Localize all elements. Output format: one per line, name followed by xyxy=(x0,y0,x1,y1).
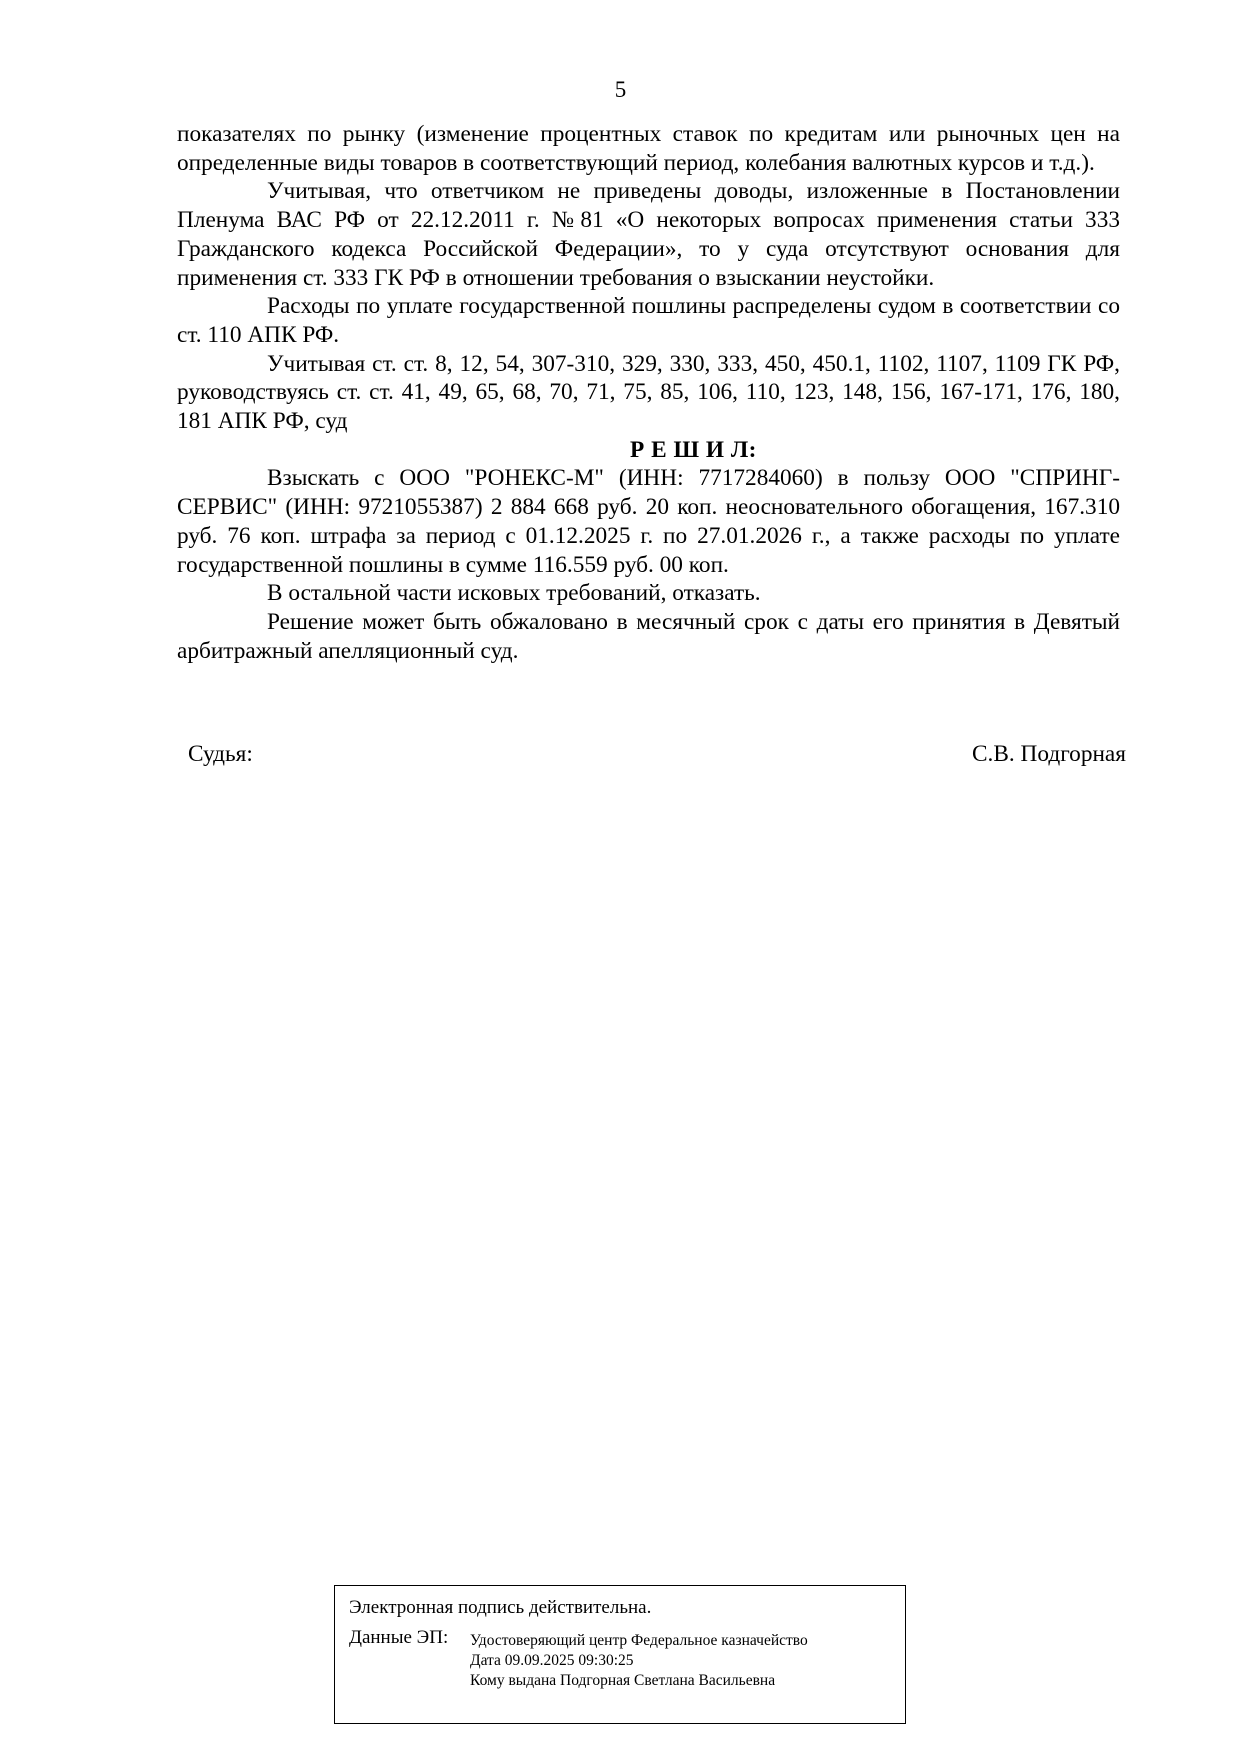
electronic-signature-stamp xyxy=(334,1585,906,1724)
e-signature-owner: Кому выдана Подгорная Светлана Васильевна xyxy=(470,1672,776,1689)
paragraph-recovery: Взыскать с ООО "РОНЕКС-М" (ИНН: 7717284060) в пользу ООО "СПРИНГ-СЕРВИС" (ИНН: 9721055387) 2 884 668 руб. 20 коп. неосновательного обогащения, 167.310 руб. 76 коп. штрафа за период с 01.12.2025 г. по 27.01.2026 г., а также расходы по уплате государственной пошлины в сумме 116.559 руб. 00 коп. xyxy=(177,465,1120,578)
e-signature-issuer: Удостоверяющий центр Федеральное казначейство xyxy=(470,1632,808,1649)
document-body xyxy=(177,120,1120,665)
e-signature-details xyxy=(470,1631,808,1691)
paragraph-legal-basis: Учитывая ст. ст. 8, 12, 54, 307-310, 329, 330, 333, 450, 450.1, 1102, 1107, 1109 ГК РФ, руководствуясь ст. ст. 41, 49, 65, 68, 70, 71, 75, 85, 106, 110, 123, 148, 156, 167-171, 176, 180, 181 АПК РФ, суд xyxy=(177,350,1120,435)
e-signature-date: Дата 09.09.2025 09:30:25 xyxy=(470,1652,634,1669)
paragraph-article-333: Учитывая, что ответчиком не приведены доводы, изложенные в Постановлении Пленума ВАС РФ от 22.12.2011 г. №81 «О некоторых вопросах применения статьи 333 Гражданского кодекса Российской Федерации», то у суда отсутствуют основания для применения ст. 333 ГК РФ в отношении требования о взыскании неустойки. xyxy=(177,178,1120,291)
paragraph-rejection: В остальной части исковых требований, отказать. xyxy=(267,580,761,607)
judge-signature-row xyxy=(188,740,1126,768)
judge-name: С.В. Подгорная xyxy=(971,741,1126,767)
e-signature-data-label: Данные ЭП: xyxy=(349,1627,449,1648)
e-signature-title: Электронная подпись действительна. xyxy=(349,1597,652,1618)
judge-role: Судья: xyxy=(188,741,253,767)
decision-heading: Р Е Ш И Л: xyxy=(630,436,757,463)
paragraph-appeal: Решение может быть обжаловано в месячный срок с даты его принятия в Девятый арбитражный апелляционный суд. xyxy=(177,608,1120,664)
paragraph-state-duty: Расходы по уплате государственной пошлины распределены судом в соответствии со ст. 110 АПК РФ. xyxy=(177,293,1120,348)
page-number: 5 xyxy=(614,77,627,102)
paragraph-market-indicators: показателях по рынку (изменение процентных ставок по кредитам или рыночных цен на определенные виды товаров в соответствующий период, колебания валютных курсов и т.д.). xyxy=(177,121,1120,176)
